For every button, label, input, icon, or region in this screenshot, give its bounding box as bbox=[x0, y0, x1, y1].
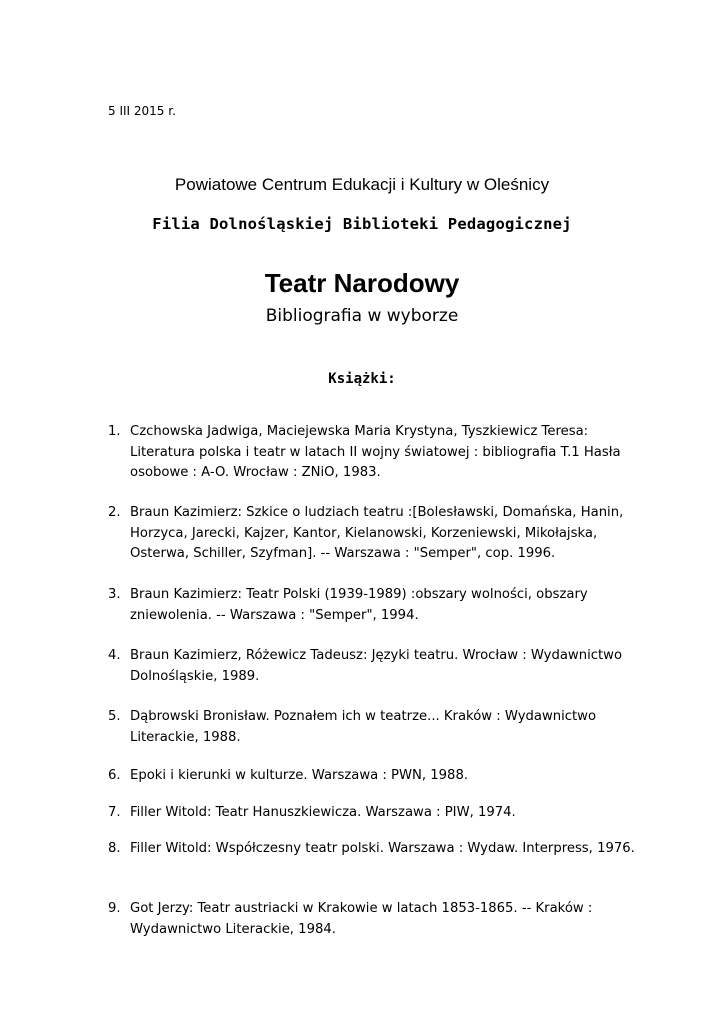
list-item-number: 7. bbox=[108, 805, 121, 820]
list-item bbox=[108, 839, 648, 860]
list-item bbox=[108, 707, 648, 748]
document-date: 5 III 2015 r. bbox=[108, 104, 176, 118]
list-item-text: Filler Witold: Teatr Hanuszkiewicza. Warszawa : PIW, 1974. bbox=[130, 805, 516, 820]
list-item bbox=[108, 422, 648, 484]
list-item bbox=[108, 803, 648, 824]
list-item-text: Filler Witold: Współczesny teatr polski. Warszawa : Wydaw. Interpress, 1976. bbox=[130, 841, 635, 856]
list-item-number: 2. bbox=[108, 505, 121, 520]
branch-name: Filia Dolnośląskiej Biblioteki Pedagogicznej bbox=[152, 215, 572, 233]
list-item-text: Braun Kazimierz: Szkice o ludziach teatru :[Bolesławski, Domańska, Hanin, Horzyca, Jarecki, Kajzer, Kantor, Kielanowski, Korzeniewski, Mikołajska, Osterwa, Schiller, Szyfman]. -- Warszawa : "Semper", cop. 1996. bbox=[130, 505, 624, 561]
list-item-number: 5. bbox=[108, 709, 121, 724]
page-subtitle: Bibliografia w wyborze bbox=[265, 306, 459, 326]
list-item-text: Braun Kazimierz: Teatr Polski (1939-1989) :obszary wolności, obszary zniewolenia. -- Warszawa : "Semper", 1994. bbox=[130, 587, 588, 623]
list-item-text: Dąbrowski Bronisław. Poznałem ich w teatrze... Kraków : Wydawnictwo Literackie, 1988. bbox=[130, 709, 597, 745]
list-item-text: Got Jerzy: Teatr austriacki w Krakowie w latach 1853-1865. -- Kraków : Wydawnictwo Literackie, 1984. bbox=[130, 901, 593, 937]
section-heading: Książki: bbox=[328, 371, 396, 387]
institution-name: Powiatowe Centrum Edukacji i Kultury w Oleśnicy bbox=[174, 175, 550, 194]
list-item bbox=[108, 766, 648, 787]
list-item-number: 8. bbox=[108, 841, 121, 856]
list-item-number: 6. bbox=[108, 768, 121, 783]
list-item bbox=[108, 899, 648, 940]
list-item bbox=[108, 646, 648, 687]
list-item-text: Braun Kazimierz, Różewicz Tadeusz: Języki teatru. Wrocław : Wydawnictwo Dolnośląskie, 1989. bbox=[130, 648, 623, 684]
list-item-number: 3. bbox=[108, 587, 121, 602]
page-title: Teatr Narodowy bbox=[264, 268, 460, 298]
list-item-number: 9. bbox=[108, 901, 121, 916]
list-item-text: Epoki i kierunki w kulturze. Warszawa : PWN, 1988. bbox=[130, 768, 469, 783]
list-item bbox=[108, 585, 648, 626]
list-item-text: Czchowska Jadwiga, Maciejewska Maria Krystyna, Tyszkiewicz Teresa: Literatura polska i teatr w latach II wojny światowej : bibliografia T.1 Hasła osobowe : A-O. Wrocław : ZNiO, 1983. bbox=[130, 424, 621, 480]
list-item-number: 4. bbox=[108, 648, 121, 663]
list-item bbox=[108, 503, 648, 565]
list-item-number: 1. bbox=[108, 424, 121, 439]
